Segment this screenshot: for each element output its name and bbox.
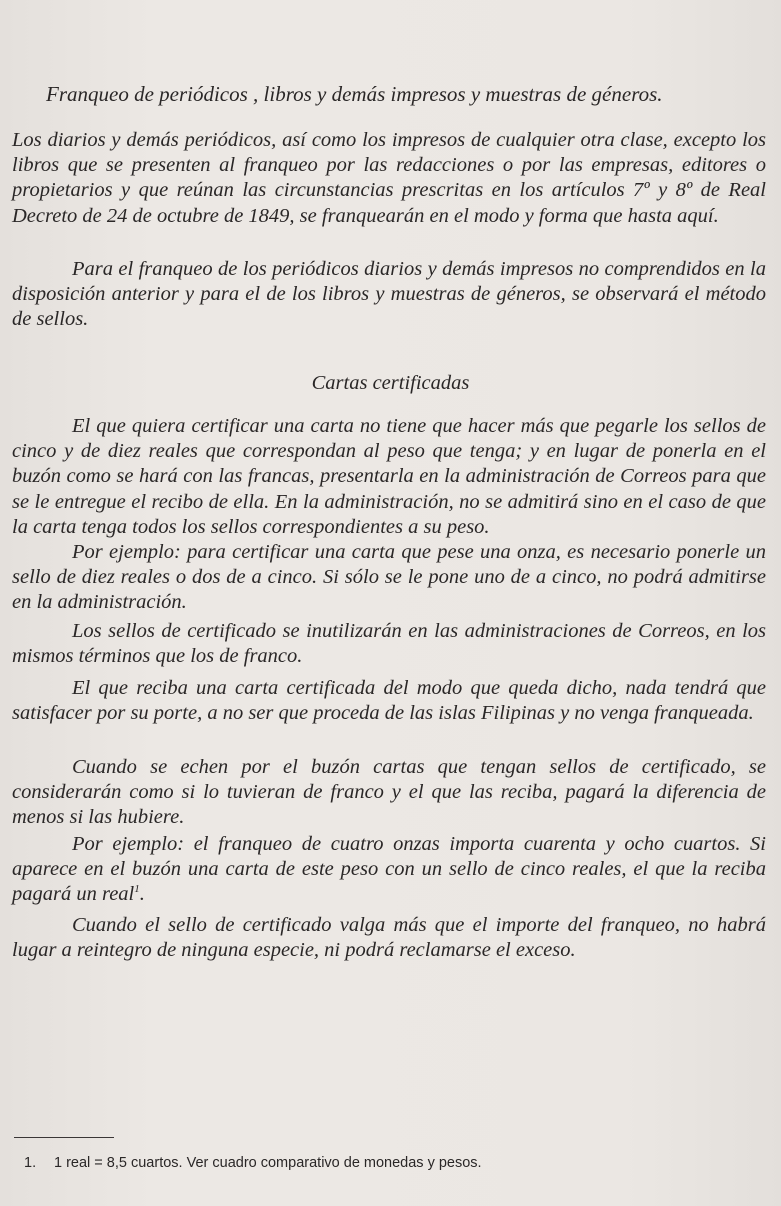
footnote-number: 1. (24, 1155, 37, 1171)
page-title: Franqueo de periódicos , libros y demás impresos y muestras de géneros. (46, 82, 663, 106)
paragraph-reintegro: Cuando el sello de certificado valga más que el importe del franqueo, no habrá lugar a reintegro de ninguna especie, ni podrá reclamarse el exceso. (12, 914, 766, 962)
footnote-divider (14, 1137, 114, 1138)
paragraph-certificar: El que quiera certificar una carta no tiene que hacer más que pegarle los sellos de cinco y de diez reales que correspondan al peso que tenga; y en lugar de ponerla en el buzón como se hará con las francas, presentarla en la administración de Correos para que se le entregue el recibo de ella. En la administración, no se admitirá sino en el caso de que la carta tenga todos los sellos correspondientes a su peso. (12, 415, 766, 538)
footnote-text: 1 real = 8,5 cuartos. Ver cuadro comparativo de monedas y pesos. (54, 1155, 482, 1171)
footnote-reference: 1 (134, 883, 140, 896)
paragraph-recibir: El que reciba una carta certificada del modo que queda dicho, nada tendrá que satisfacer por su porte, a no ser que proceda de las islas Filipinas y no venga franqueada. (12, 677, 766, 725)
section-heading: Cartas certificadas (311, 372, 470, 394)
paragraph-franqueo-sellos: Para el franqueo de los periódicos diarios y demás impresos no comprendidos en la disposición anterior y para el de los libros y muestras de géneros, se observará el método de sellos. (12, 258, 766, 331)
paragraph-buzon: Cuando se echen por el buzón cartas que tengan sellos de certificado, se considerarán como si lo tuvieran de franco y el que las reciba, pagará la diferencia de menos si las hubiere. (12, 756, 766, 829)
paragraph-ejemplo-onza: Por ejemplo: para certificar una carta que pese una onza, es necesario ponerle un sello de diez reales o dos de a cinco. Si sólo se le pone uno de a cinco, no podrá admitirse en la administración. (12, 541, 766, 614)
footnote (24, 1153, 764, 1173)
paragraph-diarios: Los diarios y demás periódicos, así como los impresos de cualquier otra clase, excepto los libros que se presenten al franqueo por las redacciones o por las empresas, editores o propietarios y que reúnan las circunstancias prescritas en los artículos 7º y 8º de Real Decreto de 24 de octubre de 1849, se franquearán en el modo y forma que hasta aquí. (12, 129, 766, 227)
paragraph-text: Por ejemplo: el franqueo de cuatro onzas importa cuarenta y ocho cuartos. Si aparece en el buzón una carta de este peso con un sello de cinco reales, el que la reciba pagará un real (12, 833, 766, 906)
paragraph-ejemplo-cuatro-onzas: Por ejemplo: el franqueo de cuatro onzas importa cuarenta y ocho cuartos. Si aparece en el buzón una carta de este peso con un sello de cinco reales, el que la reciba pagará un real$^1$. (12, 833, 766, 906)
paragraph-inutilizar: Los sellos de certificado se inutilizarán en las administraciones de Correos, en los mismos términos que los de franco. (12, 620, 766, 668)
